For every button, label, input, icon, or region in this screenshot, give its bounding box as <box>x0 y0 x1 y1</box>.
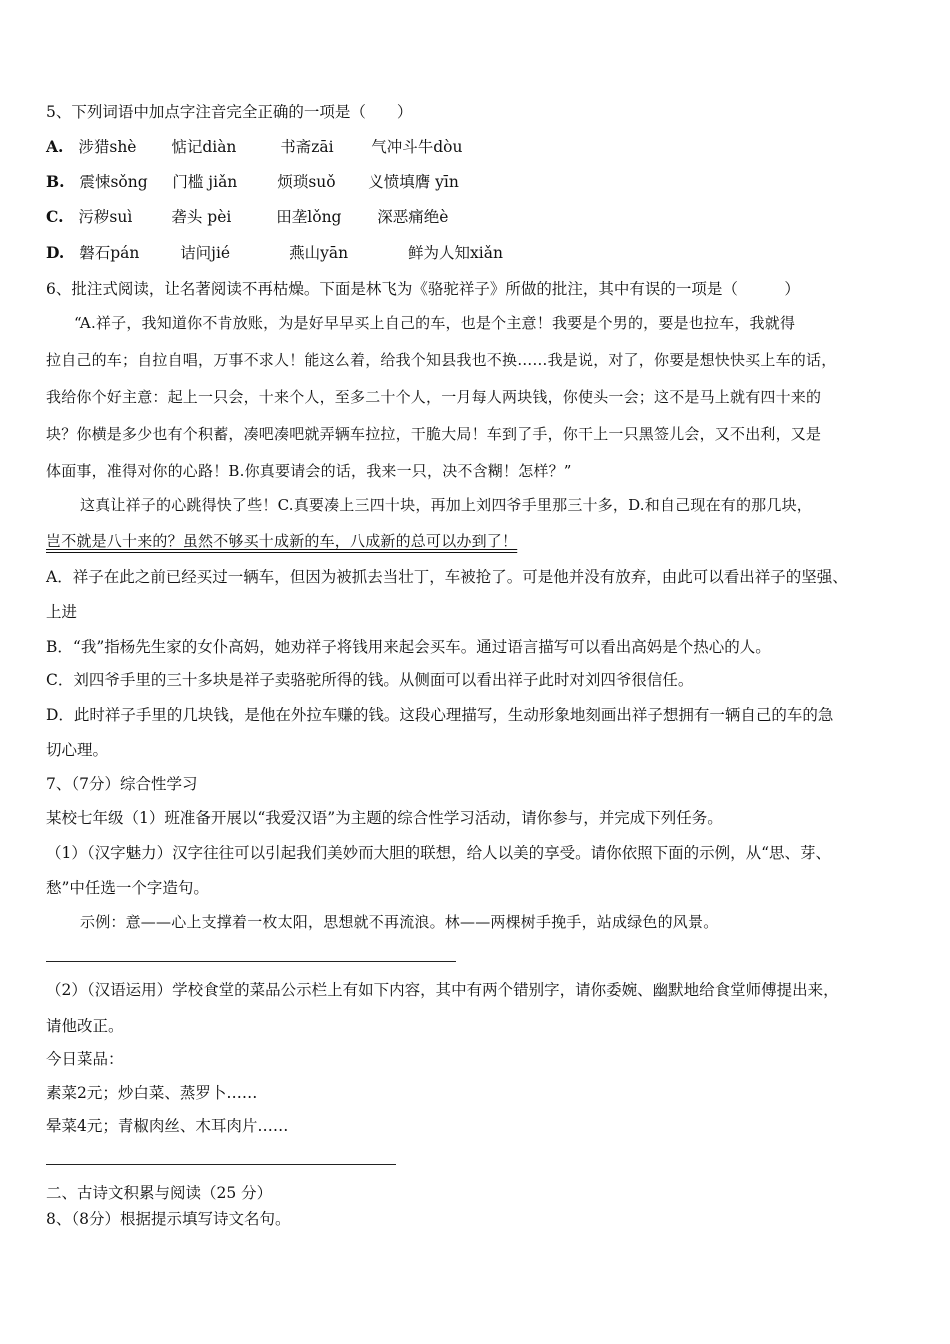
option-word: 磐石pán <box>79 244 140 262</box>
answer-line <box>46 961 456 962</box>
q5-stem: 5、下列词语中加点字注音完全正确的一项是（ ） <box>46 103 413 121</box>
option-word: 污秽suì <box>78 208 133 226</box>
q6-stem: 6、批注式阅读，让名著阅读不再枯燥。下面是林飞为《骆驼祥子》所做的批注，其中有误的一项是（ ） <box>46 280 800 298</box>
option-word: 烦琐suǒ <box>277 173 336 191</box>
option-word: 门槛 jiǎn <box>172 173 238 191</box>
menu-item: 晕菜4元；青椒肉丝、木耳肉片…… <box>46 1117 289 1135</box>
option-word: 燕山yān <box>289 244 349 262</box>
q7-part1-cont: 愁”中任选一个字造句。 <box>46 879 209 897</box>
menu-title: 今日菜品： <box>46 1050 124 1068</box>
option-word: 书斋zāi <box>280 138 334 156</box>
q6-option-a: A．祥子在此之前已经买过一辆车，但因为被抓去当壮丁，车被抢了。可是他并没有放弃，由此可以看出祥子的坚强、 <box>46 568 848 586</box>
section2-heading: 二、古诗文积累与阅读（25 分） <box>46 1184 273 1202</box>
option-label: B. <box>46 172 65 191</box>
q7-example: 示例：意——心上支撑着一枚太阳，思想就不再流浪。林——两棵树手挽手，站成绿色的风景。 <box>80 913 719 931</box>
menu-item: 素菜2元；炒白菜、蒸罗卜…… <box>46 1084 258 1102</box>
q5-option-a <box>46 136 462 158</box>
q6-passage-line: 体面事，准得对你的心路！B.你真要请会的话，我来一只，决不含糊！怎样？” <box>46 462 572 480</box>
q5-option-d <box>46 242 503 264</box>
q5-option-c <box>46 206 448 228</box>
option-word: 义愤填膺 yīn <box>368 173 459 191</box>
q5-option-b <box>46 171 459 193</box>
q6-passage-line: 我给你个好主意：起上一只会，十来个人，至多二十个人，一月每人两块钱，你使头一会；这不是马上就有四十来的 <box>46 388 822 406</box>
option-label: D. <box>46 243 65 262</box>
q6-option-a-cont: 上进 <box>46 603 78 621</box>
option-word: 涉猎shè <box>78 138 137 156</box>
q8-stem: 8、（8分）根据提示填写诗文名句。 <box>46 1210 291 1228</box>
q6-passage-line: 岂不就是八十来的？虽然不够买十成新的车，八成新的总可以办到了！ <box>46 532 518 550</box>
q6-passage-line: “A.祥子，我知道你不肯放账，为是好早早买上自己的车，也是个主意！我要是个男的，要是也拉车，我就得 <box>74 314 796 332</box>
q6-passage-line: 拉自己的车；自拉自唱，万事不求人！能这么着，给我个知县我也不换……我是说，对了，你要是想快快买上车的话， <box>46 351 837 369</box>
option-word: 深恶痛绝è <box>377 208 449 226</box>
option-word: 惦记diàn <box>171 138 237 156</box>
q6-passage-line: 这真让祥子的心跳得快了些！C.真要凑上三四十块，再加上刘四爷手里那三十多，D.和自己现在有的那几块， <box>80 496 812 514</box>
option-word: 鲜为人知xiǎn <box>408 244 503 262</box>
answer-line <box>46 1164 396 1165</box>
q6-option-d: D．此时祥子手里的几块钱，是他在外拉车赚的钱。这段心理描写，生动形象地刻画出祥子想拥有一辆自己的车的急 <box>46 706 834 724</box>
option-word: 田垄lǒng <box>276 208 342 226</box>
q7-intro: 某校七年级（1）班准备开展以“我爱汉语”为主题的综合性学习活动，请你参与，并完成下列任务。 <box>46 809 723 827</box>
q6-option-c: C．刘四爷手里的三十多块是祥子卖骆驼所得的钱。从侧面可以看出祥子此时对刘四爷很信任。 <box>46 671 694 689</box>
option-word: 震悚sǒng <box>79 173 148 191</box>
q7-part1: （1）（汉字魅力）汉字往往可以引起我们美妙而大胆的联想，给人以美的享受。请你依照下面的示例，从“思、芽、 <box>46 844 832 862</box>
q7-heading: 7、（7分）综合性学习 <box>46 775 198 793</box>
q6-option-b: B．“我”指杨先生家的女仆高妈，她劝祥子将钱用来起会买车。通过语言描写可以看出高妈是个热心的人。 <box>46 638 771 656</box>
option-word: 诘问jié <box>180 244 231 262</box>
option-word: 气冲斗牛dòu <box>371 138 463 156</box>
q7-part2: （2）（汉语运用）学校食堂的菜品公示栏上有如下内容，其中有两个错别字，请你委婉、幽默地给食堂师傅提出来， <box>46 981 839 999</box>
option-label: A. <box>46 137 64 156</box>
option-label: C. <box>46 207 64 226</box>
option-word: 砻头 pèi <box>171 208 232 226</box>
q7-part2-cont: 请他改正。 <box>46 1017 124 1035</box>
q6-passage-line: 块？你横是多少也有个积蓄，凑吧凑吧就弄辆车拉拉，干脆大局！车到了手，你干上一只黑签儿会，又不出利，又是 <box>46 425 822 443</box>
q6-option-d-cont: 切心理。 <box>46 741 109 759</box>
